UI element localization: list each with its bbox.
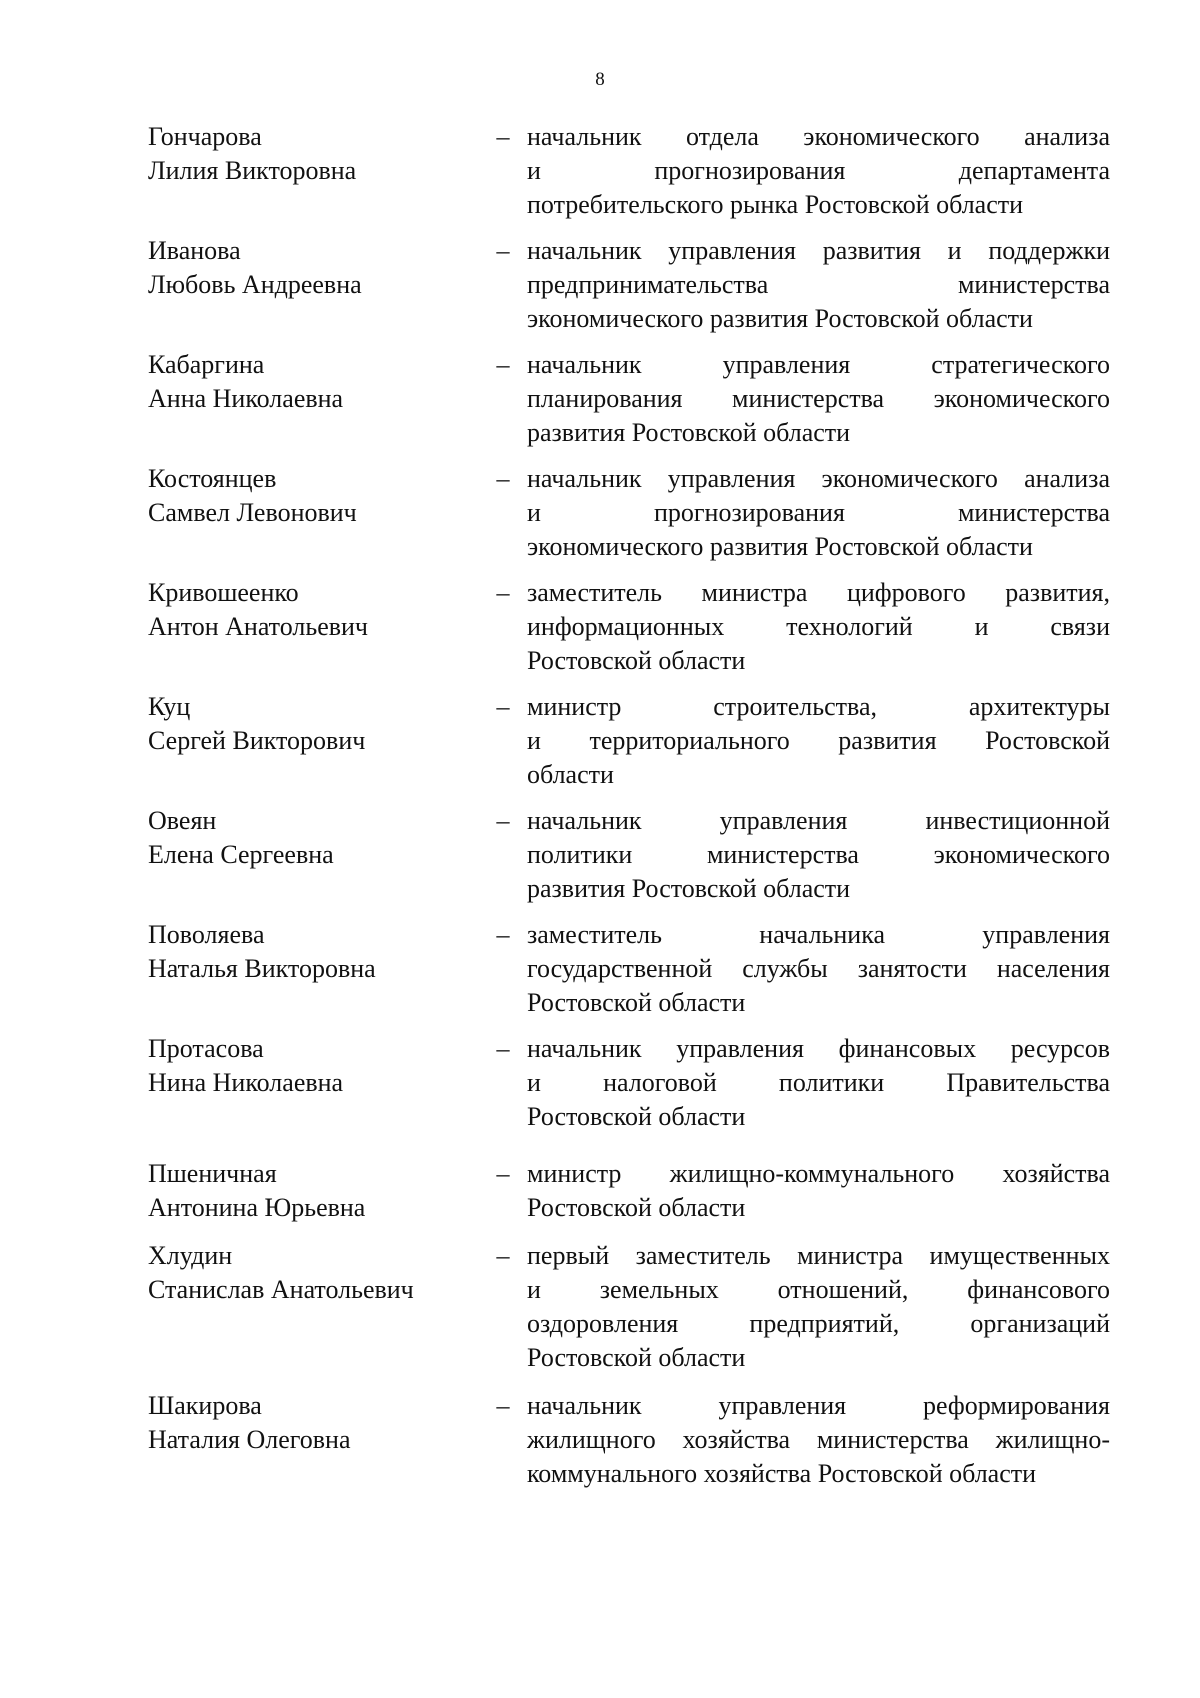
member-surname: Овеян <box>148 806 217 835</box>
position-line: и налоговой политики Правительства <box>527 1068 1110 1097</box>
position-line: Ростовской области <box>527 1343 746 1372</box>
dash-glyph: – <box>496 920 510 949</box>
dash-separator <box>488 918 518 952</box>
page-number: 8 <box>595 69 605 90</box>
position-line: министр строительства, архитектуры <box>527 692 1110 721</box>
member-surname: Куц <box>148 692 191 721</box>
member-surname: Поволяева <box>148 920 265 949</box>
dash-glyph: – <box>496 1241 510 1270</box>
dash-separator <box>488 804 518 838</box>
position-line: оздоровления предприятий, организаций <box>527 1309 1110 1338</box>
member-position <box>527 690 1110 792</box>
dash-separator <box>488 1239 518 1273</box>
position-line: области <box>527 760 614 789</box>
position-line: и территориального развития Ростовской <box>527 726 1110 755</box>
dash-glyph: – <box>496 806 510 835</box>
dash-separator <box>488 576 518 610</box>
member-given-names: Наталья Викторовна <box>148 954 376 983</box>
member-surname: Гончарова <box>148 122 262 151</box>
dash-glyph: – <box>496 1034 510 1063</box>
position-line: развития Ростовской области <box>527 874 851 903</box>
member-name <box>148 1157 478 1225</box>
member-given-names: Нина Николаевна <box>148 1068 344 1097</box>
member-given-names: Наталия Олеговна <box>148 1425 351 1454</box>
dash-separator <box>488 348 518 382</box>
member-given-names: Елена Сергеевна <box>148 840 334 869</box>
member-position <box>527 1239 1110 1375</box>
dash-separator <box>488 690 518 724</box>
position-line: и земельных отношений, финансового <box>527 1275 1110 1304</box>
member-name <box>148 1389 478 1457</box>
member-position <box>527 234 1110 336</box>
position-line: заместитель министра цифрового развития, <box>527 578 1110 607</box>
position-line: и прогнозирования министерства <box>527 498 1110 527</box>
position-line: потребительского рынка Ростовской области <box>527 190 1024 219</box>
member-name <box>148 1239 478 1307</box>
member-surname: Хлудин <box>148 1241 233 1270</box>
dash-glyph: – <box>496 350 510 379</box>
member-name <box>148 918 478 986</box>
member-surname: Иванова <box>148 236 241 265</box>
member-given-names: Антон Анатольевич <box>148 612 368 641</box>
member-name <box>148 234 478 302</box>
position-line: начальник управления развития и поддержки <box>527 236 1110 265</box>
dash-glyph: – <box>496 578 510 607</box>
member-given-names: Сергей Викторович <box>148 726 366 755</box>
member-name <box>148 348 478 416</box>
member-given-names: Анна Николаевна <box>148 384 344 413</box>
position-line: жилищного хозяйства министерства жилищно- <box>527 1425 1110 1454</box>
dash-glyph: – <box>496 122 510 151</box>
position-line: первый заместитель министра имущественных <box>527 1241 1110 1270</box>
member-given-names: Лилия Викторовна <box>148 156 357 185</box>
position-line: Ростовской области <box>527 646 746 675</box>
position-line: экономического развития Ростовской области <box>527 304 1033 333</box>
member-name <box>148 462 478 530</box>
position-line: предпринимательства министерства <box>527 270 1110 299</box>
dash-glyph: – <box>496 1391 510 1420</box>
position-line: государственной службы занятости населения <box>527 954 1110 983</box>
dash-separator <box>488 1157 518 1191</box>
member-position <box>527 1032 1110 1134</box>
dash-separator <box>488 462 518 496</box>
position-line: развития Ростовской области <box>527 418 851 447</box>
dash-separator <box>488 120 518 154</box>
position-line: Ростовской области <box>527 1102 746 1131</box>
dash-separator <box>488 1032 518 1066</box>
position-line: Ростовской области <box>527 988 746 1017</box>
member-surname: Кривошеенко <box>148 578 299 607</box>
dash-separator <box>488 234 518 268</box>
member-name <box>148 1032 478 1100</box>
dash-glyph: – <box>496 1159 510 1188</box>
member-given-names: Станислав Анатольевич <box>148 1275 414 1304</box>
member-position <box>527 576 1110 678</box>
position-line: заместитель начальника управления <box>527 920 1110 949</box>
member-given-names: Любовь Андреевна <box>148 270 362 299</box>
position-line: начальник управления реформирования <box>527 1391 1110 1420</box>
position-line: Ростовской области <box>527 1193 746 1222</box>
position-line: экономического развития Ростовской области <box>527 532 1033 561</box>
member-surname: Протасова <box>148 1034 264 1063</box>
member-surname: Костоянцев <box>148 464 277 493</box>
position-line: начальник управления инвестиционной <box>527 806 1110 835</box>
member-name <box>148 576 478 644</box>
member-position <box>527 348 1110 450</box>
dash-separator <box>488 1389 518 1423</box>
position-line: политики министерства экономического <box>527 840 1110 869</box>
position-line: информационных технологий и связи <box>527 612 1110 641</box>
member-name <box>148 804 478 872</box>
member-position <box>527 918 1110 1020</box>
member-name <box>148 690 478 758</box>
member-given-names: Антонина Юрьевна <box>148 1193 366 1222</box>
member-surname: Пшеничная <box>148 1159 277 1188</box>
member-position <box>527 804 1110 906</box>
dash-glyph: – <box>496 236 510 265</box>
dash-glyph: – <box>496 464 510 493</box>
member-position <box>527 120 1110 222</box>
member-position <box>527 1157 1110 1225</box>
dash-glyph: – <box>496 692 510 721</box>
position-line: начальник управления финансовых ресурсов <box>527 1034 1110 1063</box>
position-line: коммунального хозяйства Ростовской области <box>527 1459 1037 1488</box>
member-surname: Шакирова <box>148 1391 262 1420</box>
position-line: начальник управления экономического анализа <box>527 464 1110 493</box>
member-surname: Кабаргина <box>148 350 265 379</box>
position-line: и прогнозирования департамента <box>527 156 1110 185</box>
member-position <box>527 1389 1110 1491</box>
member-given-names: Самвел Левонович <box>148 498 357 527</box>
position-line: начальник управления стратегического <box>527 350 1110 379</box>
member-name <box>148 120 478 188</box>
position-line: начальник отдела экономического анализа <box>527 122 1110 151</box>
position-line: министр жилищно-коммунального хозяйства <box>527 1159 1110 1188</box>
position-line: планирования министерства экономического <box>527 384 1110 413</box>
member-position <box>527 462 1110 564</box>
